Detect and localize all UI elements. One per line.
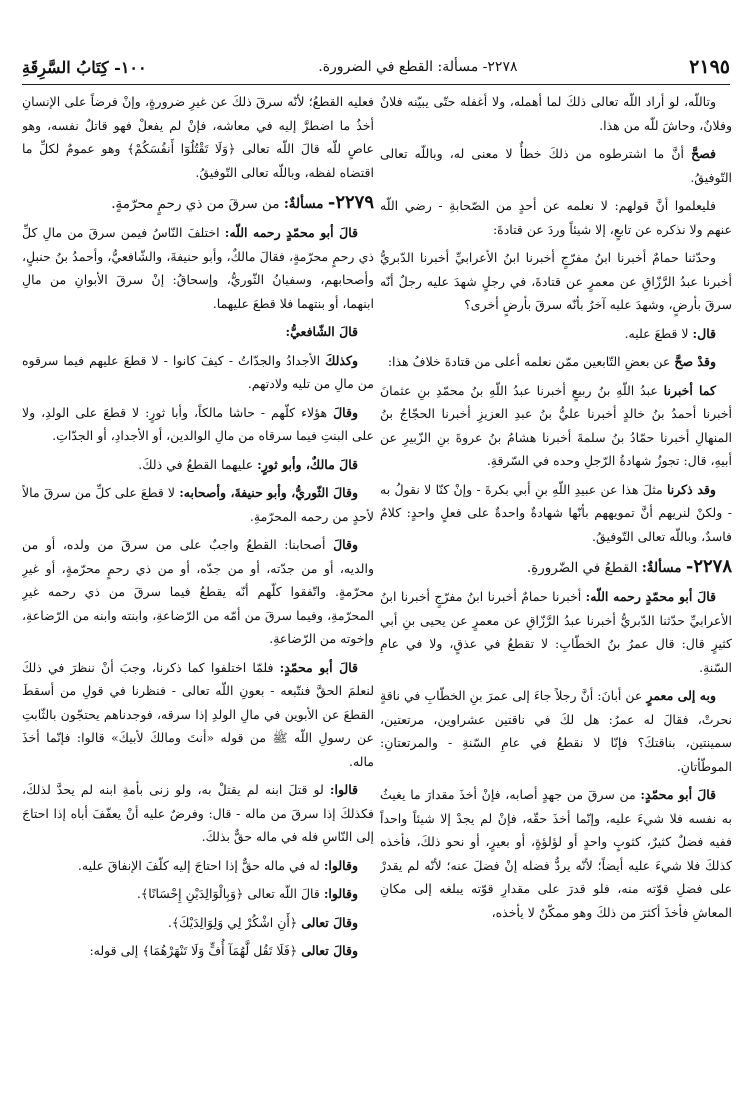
paragraph-lead: قالَ أبو محمّدٍ: bbox=[279, 659, 358, 675]
paragraph-lead: قالَ الشّافعيُّ: bbox=[285, 324, 358, 339]
section-word: مسألةٌ: bbox=[641, 560, 682, 576]
section-heading bbox=[22, 190, 374, 217]
paragraph bbox=[380, 379, 732, 473]
paragraph bbox=[380, 322, 732, 346]
paragraph-text: عن بعضِ التّابعين ممّن نعلمه أعلى من قتادةَ خلافُ هذا: bbox=[387, 354, 671, 369]
paragraph-lead: وقالوا: bbox=[323, 857, 358, 873]
section-number: ٢٢٧٨- bbox=[685, 556, 732, 577]
header-rule bbox=[22, 84, 730, 85]
right-column bbox=[380, 90, 732, 1100]
paragraph bbox=[22, 349, 374, 396]
page-header bbox=[22, 52, 730, 82]
paragraph-text: أنَّ ما اشترطوه من ذلكَ خطأٌ لا معنى له، وباللّه تعالى التّوفيقُ. bbox=[380, 146, 732, 185]
paragraph-lead: وقالَ bbox=[333, 537, 358, 552]
paragraph-text: لا قطعَ عليه. bbox=[624, 325, 689, 341]
paragraph-lead: قال: bbox=[692, 325, 716, 341]
page-number: ٢١٩٥ bbox=[689, 56, 730, 78]
paragraph-lead: قالَ مالكٌ، وأبو ثورٍ: bbox=[257, 456, 358, 472]
paragraph-lead: وقدْ صحَّ bbox=[674, 354, 716, 369]
paragraph-lead: وقالَ bbox=[333, 404, 358, 420]
paragraph-lead: وقالَ الثّوريُّ، وأبو حنيفةَ، وأصحابه: bbox=[179, 485, 359, 500]
paragraph bbox=[22, 221, 374, 315]
paragraph bbox=[380, 684, 732, 778]
section-title: من سرقَ من ذي رحمٍ محرّمةٍ. bbox=[111, 196, 280, 212]
paragraph-text: ﴿أَنِ اشْكُرْ لِي وَلِوَالِدَيْكَ﴾. bbox=[167, 914, 298, 930]
paragraph-text: أصحابنا: القطعُ واجبٌ على من سرقَ من ولده، أو من والديه، أو من جدّته، أو من جدّه، أو من ذي رحمٍ محرّمةٍ، أو غيرِ محرّمةٍ. واتّفقوا كلّهم أنّه يقطعُ فيما سرقَ من ذي رحمه غيرِ المحرّمةِ، وفيما سرقَ من أمّه من الرّضاعةِ، وابنته وابنه من الرّضاعةِ، وإخوته من الرّضاعةِ. bbox=[22, 537, 374, 646]
paragraph-lead: وقالَ تعالى bbox=[301, 943, 358, 958]
paragraph bbox=[22, 882, 374, 906]
paragraph bbox=[380, 478, 732, 549]
paragraph bbox=[22, 533, 374, 651]
paragraph-lead: فصحَّ bbox=[691, 146, 716, 161]
paragraph-lead: وقد ذكرنا bbox=[667, 481, 716, 497]
paragraph-text: عبدُ اللّهِ بنُ ربيعٍ أخبرنا عبدُ اللّهِ بنُ محمّدِ بنِ عثمانَ أخبرنا أحمدُ بنُ خالدٍ أخبرنا عليُّ بنُ عبدِ العزيزِ أخبرنا الحجّاجُ بنُ المنهالِ أخبرنا حمّادُ بنُ سلمةَ أخبرنا هشامُ بنُ عروةَ بنِ الزّبيرِ عن أبيهِ، قال: تجوزُ شهادةُ الرّجلِ وحده في السّرقةِ. bbox=[380, 382, 732, 468]
section-word: مسألةٌ: bbox=[283, 196, 324, 212]
paragraph-text: عليهما القطعُ في ذلكَ. bbox=[138, 456, 254, 472]
paragraph-text: مثلَ هذا عن عبيدِ اللّهِ بنِ أبي بكرةَ - وإنْ كنّا لا نقولُ به - ولكنْ لنريهم أنَّ تمويههم بأنّها شهادةٌ واحدةٌ على فعلٍ واحدٍ: كلامٌ فاسدٌ، وباللّه تعالى التّوفيقُ. bbox=[380, 481, 732, 544]
paragraph-text: من سرقَ من جهدٍ أصابه، فإنْ أخذَ مقدارَ ما يغيثُ به نفسه فلا شيءَ عليه، وإنّما أخذَ حقّه، فإنْ لم يجدْ إلا شيئاً واحداً ففيه فضلٌ كثيرٌ، كثوبٍ واحدٍ أو لؤلؤةٍ، أو بعيرٍ، أو نحو ذلكَ، فأخذه كذلكَ فلا شيءَ عليه أيضاً؛ لأنّه يردُّ فضله إنْ فضلَ عنه؛ لأنّه لم يقدرْ على فضلِ قوّته منه، فلو قدرَ على مقدارِ قوّته يبلغه إلى مكانِ المعاشِ فأخذَ أكثرَ من ذلكَ وهو ممكّنٌ لا يأخذه، bbox=[380, 787, 732, 920]
paragraph: وحدّثنا حمامٌ أخبرنا ابنُ مفرّجٍ أخبرنا ابنُ الأعرابيِّ أخبرنا الدّبريُّ أخبرنا عبدُ الرَّزّاقِ عن معمرٍ عن قتادةَ، في رجلٍ شهدَ عليه رجلٌ أنّه سرقَ بأرضٍ، وشهدَ عليه آخرُ بأنّه سرقَ بأرضٍ أخرى؟ bbox=[380, 250, 732, 312]
paragraph bbox=[22, 401, 374, 448]
paragraph bbox=[22, 939, 374, 963]
paragraph-text: هؤلاء كلّهم - حاشا مالكاً، وأبا ثورٍ: لا قطعَ على الولدِ، ولا على البنتِ فيما سرقاه من مالِ الوالدين، أو الأجدادِ، أو الجدّاتِ. bbox=[22, 404, 374, 443]
section-heading bbox=[380, 554, 732, 581]
paragraph-lead: وكذلكَ bbox=[325, 352, 358, 368]
paragraph-lead: كما أخبرنا bbox=[663, 382, 716, 398]
paragraph bbox=[22, 320, 374, 344]
paragraph-text: لا قطعَ على كلِّ من سرقَ مالاً لأحدٍ من رحمه المحرّمةِ. bbox=[22, 485, 374, 524]
paragraph bbox=[380, 585, 732, 679]
paragraph-lead: وقالوا: bbox=[323, 886, 358, 901]
section-number: ٢٢٧٩- bbox=[327, 192, 374, 213]
paragraph-text: ﴿فَلَا تَقُل لَّهُمَآ أُفٍّ وَلَا تَنْهَرْهُمَا﴾ إلى قوله: bbox=[89, 943, 298, 958]
paragraph-lead: قالوا: bbox=[329, 782, 358, 797]
paragraph-lead: قالَ أبو محمّدٍ رحمه اللّه: bbox=[585, 589, 716, 604]
paragraph: فليعلموا أنَّ قولهم: لا نعلمه عن أحدٍ من الصّحابةِ - رضي اللّه عنهم ولا نذكره عن تابعٍ، إلا شيئاً وردَ عن قتادةَ: bbox=[380, 198, 732, 237]
paragraph: وتاللّه، لو أراد اللّه تعالى ذلكَ لما أهمله، ولا أغفله حتّى يبيّنه فلانٌ وفلانٌ، وحاشَ للّه من هذا. bbox=[380, 94, 732, 133]
paragraph bbox=[22, 854, 374, 878]
paragraph-text: الأجدادُ والجدّاتُ - كيفَ كانوا - لا قطعَ عليهم فيما سرقوه من مالِ من تليه ولادتهم. bbox=[22, 352, 374, 391]
book-title: ١٠٠- كِتَابُ السَّرِقَةِ bbox=[22, 57, 147, 77]
paragraph-text: قالَ اللّه تعالى ﴿وَبِالْوَالِدَيْنِ إِحْسَانًا﴾. bbox=[136, 886, 320, 901]
paragraph bbox=[22, 778, 374, 849]
paragraph bbox=[380, 783, 732, 924]
paragraph bbox=[22, 453, 374, 477]
paragraph-text: لو قتلَ ابنه لم يقتلْ به، ولو زنى بأمةِ ابنه لم يحدَّ لذلكَ، فكذلكَ إذا سرقَ من ماله - قال: وفرضٌ عليه أنْ يعفّفَ أباه إذا احتاجَ إلى النّاسِ فله في ماله حقٌّ بذلكَ. bbox=[22, 782, 374, 844]
section-title: القطعُ في الضّرورةِ. bbox=[526, 560, 638, 576]
paragraph bbox=[380, 142, 732, 189]
paragraph-lead: وبه إلى معمرٍ bbox=[646, 688, 716, 703]
paragraph-text: أخبرنا حمامٌ أخبرنا ابنُ مفرّجٍ أخبرنا ابنُ الأعرابيِّ حدّثنا الدّبريُّ أخبرنا عبدُ الرَّزّاقِ عن معمرٍ عن يحيى بنِ أبي كثيرٍ قال: قال عمرُ بنُ الخطّابِ: لا تقطعُ في عذقٍ، ولا في عامِ السّنةِ. bbox=[380, 589, 732, 675]
paragraph bbox=[22, 656, 374, 774]
paragraph bbox=[22, 481, 374, 528]
paragraph bbox=[380, 350, 732, 374]
paragraph-text: فلمّا اختلفوا كما ذكرنا، وجبَ أنْ ننظرَ في ذلكَ لنعلمَ الحقَّ فنتّبعه - بعونِ اللّه تعالى - فنظرنا في قولِ من أسقطَ القطعَ عن الأبوين في مالِ الولدِ إذا سرقه، فوجدناهم يحتجّون بالثّابتِ عن رسولِ اللّه ﷺ من قوله «أنتَ ومالكَ لأبيكَ» قالوا: فإنّما أخذَ ماله. bbox=[22, 659, 374, 769]
paragraph bbox=[22, 911, 374, 935]
paragraph-text: عن أبانَ: أنَّ رجلاً جاءَ إلى عمرَ بنِ الخطّابِ في ناقةٍ نحرتْ، فقالَ له عمرُ: هل لكَ في ناقتين عشراوين، مرتعتين، سمينتين، بناقتكَ؟ فإنّا لا نقطعُ في عامِ السّنةِ - والمرتعتانِ: الموطّأتانِ. bbox=[380, 688, 732, 774]
paragraph-lead: وقالَ تعالى bbox=[301, 914, 358, 930]
left-column bbox=[22, 90, 374, 1100]
paragraph: فعليه القطعُ؛ لأنّه سرقَ ذلكَ عن غيرِ ضرورةٍ، وإنْ فرضاً على الإنسانِ أخذُ ما اضطرَّ إليه في معاشه، فإنْ لم يفعلْ فهو قاتلٌ نفسه، وهو عاصٍ للّه قالَ اللّه تعالى ﴿وَلَا تَقْتُلُوٓا أَنفُسَكُمْ﴾ وهو عمومٌ لكلِّ ما اقتضاه لفظه، وباللّه تعالى التّوفيقُ. bbox=[22, 94, 374, 180]
section-running-title: ٢٢٧٨- مسألة: القطع في الضرورة. bbox=[318, 59, 518, 75]
paragraph-text: اختلفَ النّاسُ فيمن سرقَ من مالِ كلِّ ذي رحمٍ محرّمةٍ، فقالَ مالكٌ، وأبو حنيفةَ، والشّافعيُّ، وأحمدُ بنُ حنبلٍ، وأصحابهم، وسفيانُ الثّوريُّ، وإسحاقُ: إنْ سرقَ الأبوانِ من مالِ ابنهما، أو بنتهما فلا قطعَ عليهما. bbox=[22, 225, 374, 311]
paragraph-lead: قالَ أبو محمّدٍ: bbox=[640, 787, 716, 802]
paragraph-text: له في ماله حقٌّ إذا احتاجَ إليه كلّفَ الإنفاقَ عليه. bbox=[77, 857, 320, 873]
paragraph-lead: قالَ أبو محمّدٍ رحمه اللّه: bbox=[224, 225, 358, 240]
